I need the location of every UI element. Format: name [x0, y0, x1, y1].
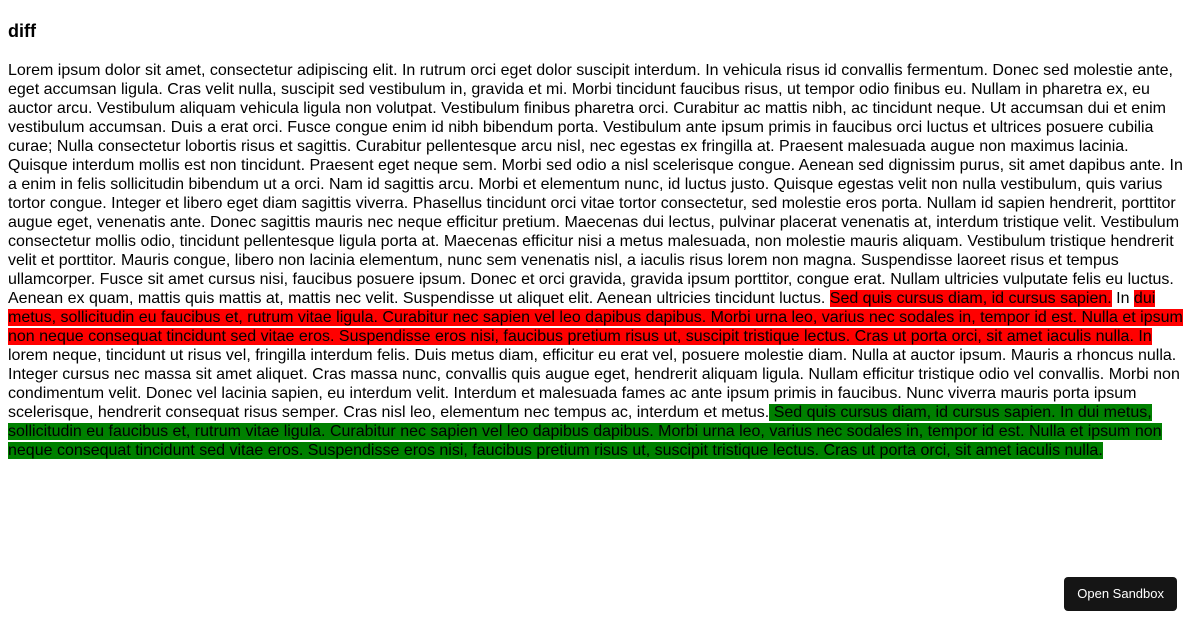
diff-output	[8, 61, 1192, 460]
page-title: diff	[8, 21, 36, 41]
unchanged-text: lorem neque, tincidunt ut risus vel, fringilla interdum felis. Duis metus diam, efficitur eu erat vel, posuere molestie diam. Nulla at auctor ipsum. Mauris a rhoncus nulla. Integer cursus nec massa sit amet aliquet. Cras massa nunc, convallis quis augue eget, hendrerit aliquam ligula. Nullam efficitur tristique odio vel convallis. Morbi non condimentum velit. Donec vel lacinia sapien, eu interdum velit. Interdum et malesuada fames ac ante ipsum primis in faucibus. Nunc viverra mauris porta ipsum scelerisque, hendrerit consequat risus semper. Cras nisl leo, elementum nec tempus ac, interdum et metus.	[8, 347, 1180, 421]
unchanged-text: Lorem ipsum dolor sit amet, consectetur adipiscing elit. In rutrum orci eget dolor suscipit interdum. In vehicula risus id convallis fermentum. Donec sed molestie ante, eget accumsan ligula. Cras velit nulla, suscipit sed vestibulum in, gravida et mi. Morbi tincidunt faucibus risus, ut tempor odio finibus eu. Nullam in pharetra ex, eu auctor arcu. Vestibulum aliquam vehicula ligula non volutpat. Vestibulum finibus pharetra orci. Curabitur ac mattis nibh, ac tincidunt neque. Ut accumsan dui et enim vestibulum accumsan. Duis a erat orci. Fusce congue enim id nibh bibendum porta. Vestibulum ante ipsum primis in faucibus orci luctus et ultrices posuere cubilia curae; Nulla consectetur lobortis risus et sagittis. Curabitur pellentesque arcu nisl, nec egestas ex fringilla at. Praesent malesuada augue non maximus lacinia. Quisque interdum mollis est non tincidunt. Praesent eget neque sem. Morbi sed odio a nisl scelerisque congue. Aenean sed dignissim purus, sit amet dapibus ante. In a enim in felis sollicitudin bibendum ut a orci. Nam id sagittis arcu. Morbi et elementum nunc, id luctus justo. Quisque egestas velit non nulla vestibulum, quis varius tortor congue. Integer et libero eget diam sagittis viverra. Phasellus tincidunt orci vitae tortor consectetur, sed molestie eros porta. Nullam id sapien hendrerit, porttitor augue eget, venenatis ante. Donec sagittis mauris nec neque efficitur pretium. Maecenas dui lectus, pulvinar placerat venenatis at, interdum tristique velit. Vestibulum consectetur mollis odio, tincidunt pellentesque ligula porta at. Maecenas efficitur nisi a metus malesuada, non molestie mauris aliquam. Vestibulum tristique hendrerit velit et porttitor. Mauris congue, libero non lacinia elementum, nunc sem venenatis nisl, a iaculis risus lorem non magna. Suspendisse laoreet risus et tempus ullamcorper. Fusce sit amet cursus nisi, faucibus posuere ipsum. Donec et orci gravida, gravida ipsum porttitor, congue erat. Nullam ultricies vulputate felis eu luctus. Aenean ex quam, mattis quis mattis at, mattis nec velit. Suspendisse ut aliquet elit. Aenean ultricies tincidunt luctus.	[8, 62, 1183, 307]
open-sandbox-button[interactable]: Open Sandbox	[1064, 577, 1177, 611]
added-text: Sed quis cursus diam, id cursus sapien. In dui metus, sollicitudin eu faucibus et, rutrum vitae ligula. Curabitur nec sapien vel leo dapibus dapibus. Morbi urna leo, varius nec sodales in, tempor id est. Nulla et ipsum non neque consequat tincidunt sed vitae eros. Suspendisse eros nisi, faucibus pretium risus ut, suscipit tristique lectus. Cras ut porta orci, sit amet iaculis nulla.	[8, 404, 1162, 459]
unchanged-text: In	[1111, 290, 1134, 307]
removed-text: dui metus, sollicitudin eu faucibus et, rutrum vitae ligula. Curabitur nec sapien vel leo dapibus dapibus. Morbi urna leo, varius nec sodales in, tempor id est. Nulla et ipsum non neque consequat tincidunt sed vitae eros. Suspendisse eros nisi, faucibus pretium risus ut, suscipit tristique lectus. Cras ut porta orci, sit amet iaculis nulla. In	[8, 290, 1183, 345]
removed-text: Sed quis cursus diam, id cursus sapien.	[829, 290, 1112, 307]
